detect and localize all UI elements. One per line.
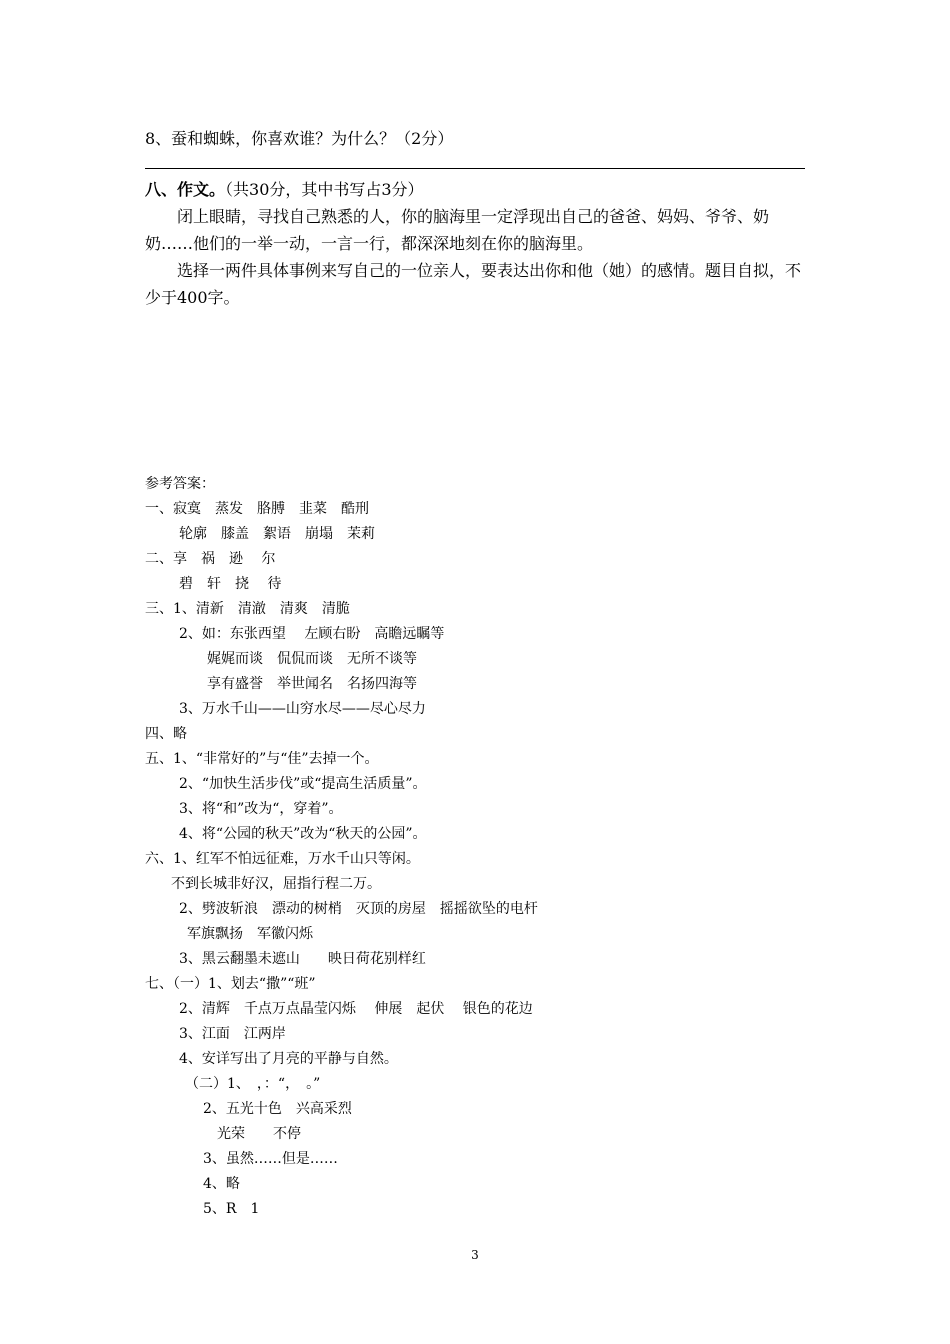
answer-line: 四、略 xyxy=(145,726,187,742)
answer-line: 六、1、红军不怕远征难，万水千山只等闲。 xyxy=(145,851,420,867)
answer-line: 一、寂寞 蒸发 胳膊 韭菜 酷刑 xyxy=(145,501,369,517)
answer-line: 5、R 1 xyxy=(203,1201,260,1217)
essay-section xyxy=(145,176,807,311)
answer-line: （二）1、 ，：“， 。” xyxy=(185,1076,321,1092)
answer-line: 4、将“公园的秋天”改为“秋天的公园”。 xyxy=(179,826,427,842)
answer-line: 3、万水千山——山穷水尽——尽心尽力 xyxy=(179,701,426,717)
answer-line: 3、虽然……但是…… xyxy=(203,1151,338,1167)
essay-paragraph-2: 选择一两件具体事例来写自己的一位亲人，要表达出你和他（她）的感情。题目自拟，不少于400字。 xyxy=(145,261,802,307)
answer-line: 军旗飘扬 军徽闪烁 xyxy=(187,926,313,942)
answer-line: 光荣 不停 xyxy=(217,1126,301,1142)
answer-line: 三、1、清新 清澈 清爽 清脆 xyxy=(145,601,350,617)
essay-paragraph-1: 闭上眼睛，寻找自己熟悉的人，你的脑海里一定浮现出自己的爸爸、妈妈、爷爷、奶奶……他们的一举一动，一言一行，都深深地刻在你的脑海里。 xyxy=(145,207,770,253)
answer-line: 2、劈波斩浪 漂动的树梢 灭顶的房屋 摇摇欲坠的电杆 xyxy=(179,901,538,917)
page-number: 3 xyxy=(471,1248,479,1262)
answer-line: 2、如：东张西望 左顾右盼 高瞻远瞩等 xyxy=(179,626,445,642)
question-8: 8、蚕和蜘蛛，你喜欢谁？为什么？（2分） xyxy=(145,129,454,148)
answer-key-heading: 参考答案： xyxy=(145,476,215,492)
essay-heading xyxy=(145,176,807,203)
answer-line: 七、（一）1、划去“撒”“班” xyxy=(145,976,316,992)
answer-line: 享有盛誉 举世闻名 名扬四海等 xyxy=(207,676,417,692)
answer-line: 碧 轩 挠 待 xyxy=(179,576,282,592)
answer-line: 2、“加快生活步伐”或“提高生活质量”。 xyxy=(179,776,427,792)
answer-line: 3、黑云翻墨未遮山 映日荷花别样红 xyxy=(179,951,426,967)
answer-line: 五、1、“非常好的”与“佳”去掉一个。 xyxy=(145,751,379,767)
answer-line: 3、将“和”改为“，穿着”。 xyxy=(179,801,343,817)
answer-line: 3、江面 江两岸 xyxy=(179,1026,286,1042)
answer-line: 二、享 祸 逊 尔 xyxy=(145,551,276,567)
answer-line: 2、清辉 千点万点晶莹闪烁 伸展 起伏 银色的花边 xyxy=(179,1001,533,1017)
answer-line: 轮廓 膝盖 絮语 崩塌 茉莉 xyxy=(179,526,375,542)
answer-line: 4、略 xyxy=(203,1176,240,1192)
answer-line xyxy=(145,168,805,169)
answer-line: 娓娓而谈 侃侃而谈 无所不谈等 xyxy=(207,651,417,667)
essay-score-note: （共30分，其中书写占3分） xyxy=(225,180,424,199)
answer-line: 2、五光十色 兴高采烈 xyxy=(203,1101,352,1117)
answer-line: 不到长城非好汉，屈指行程二万。 xyxy=(171,876,381,892)
answer-line: 4、安详写出了月亮的平静与自然。 xyxy=(179,1051,398,1067)
essay-title: 八、作文。 xyxy=(145,180,226,199)
